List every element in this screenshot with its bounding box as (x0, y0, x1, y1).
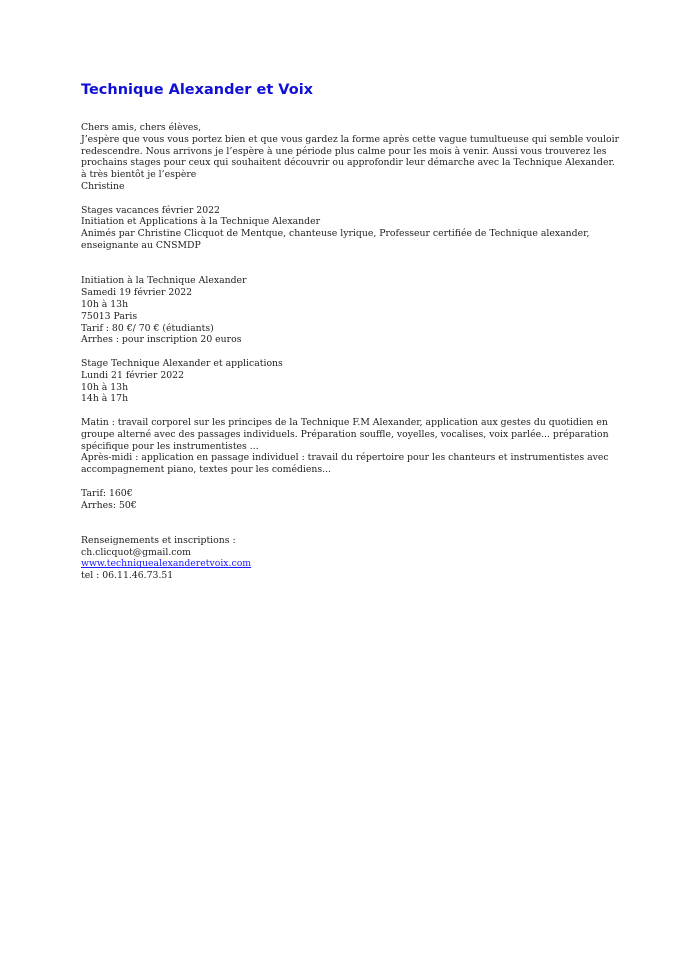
initiation-date: Samedi 19 février 2022 (81, 287, 193, 299)
stages-heading: Stages vacances février 2022 (81, 204, 220, 216)
initiation-time: 10h à 13h (81, 298, 129, 310)
website-link[interactable]: www.techniquealexanderetvoix.com (81, 558, 252, 570)
spacer (81, 511, 601, 535)
applications-morning-time: 10h à 13h (81, 381, 129, 393)
page-title: Technique Alexander et Voix (81, 82, 314, 98)
contact-phone: tel : 06.11.46.73.51 (81, 570, 174, 582)
applications-afternoon-time: 14h à 17h (81, 393, 129, 405)
spacer (81, 405, 601, 417)
programme-line: accompagnement piano, textes pour les comédiens... (81, 464, 332, 476)
programme-description (81, 416, 609, 476)
stages-host-line: enseignante au CNSMDP (81, 239, 201, 251)
price-summary (81, 488, 601, 512)
intro-line: redescendre. Nous arrivons je l’espère à une période plus calme pour les mois à venir. Aussi vous trouverez les (81, 145, 607, 157)
initiation-details (81, 275, 601, 346)
contact-heading: Renseignements et inscriptions : (81, 534, 236, 546)
price-line: Tarif: 160€ (81, 487, 133, 499)
closing-line: à très bientôt je l’espère (81, 169, 197, 181)
programme-line: Matin : travail corporel sur les principes de la Technique F.M Alexander, application aux gestes du quotidien en (81, 416, 608, 428)
applications-date: Lundi 21 février 2022 (81, 369, 184, 381)
contact-info (81, 535, 601, 582)
spacer (81, 252, 601, 276)
initiation-location: 75013 Paris (81, 310, 138, 322)
intro-line: prochains stages pour ceux qui souhaitent découvrir ou approfondir leur démarche avec la Technique Alexander. (81, 157, 615, 169)
spacer (81, 193, 601, 205)
initiation-price: Tarif : 80 €/ 70 € (étudiants) (81, 322, 214, 334)
spacer (81, 476, 601, 488)
applications-title: Stage Technique Alexander et applications (81, 357, 283, 369)
intro-letter (81, 122, 620, 193)
intro-line: J’espère que vous vous portez bien et que vous gardez la forme après cette vague tumultueuse qui semble vouloir (81, 133, 620, 145)
applications-details (81, 358, 601, 405)
programme-line: spécifique pour les instrumentistes ... (81, 440, 259, 452)
contact-email[interactable]: ch.clicquot@gmail.com (81, 546, 191, 558)
stages-host-line: Animés par Christine Clicquot de Mentque, chanteuse lyrique, Professeur certifiée de Technique alexander, (81, 228, 590, 240)
document-page (81, 80, 620, 582)
spacer (81, 346, 601, 358)
initiation-deposit: Arrhes : pour inscription 20 euros (81, 334, 242, 346)
stages-announcement (81, 205, 601, 252)
initiation-title: Initiation à la Technique Alexander (81, 275, 247, 287)
stages-subtitle: Initiation et Applications à la Technique Alexander (81, 216, 321, 228)
greeting-line: Chers amis, chers élèves, (81, 122, 202, 133)
programme-line: groupe alterné avec des passages individuels. Préparation souffle, voyelles, vocalises, voix parlée... préparation (81, 428, 609, 440)
programme-line: Après-midi : application en passage individuel : travail du répertoire pour les chanteurs et instrumentistes avec (81, 452, 609, 464)
deposit-line: Arrhes: 50€ (81, 499, 137, 511)
signature-line: Christine (81, 180, 125, 192)
